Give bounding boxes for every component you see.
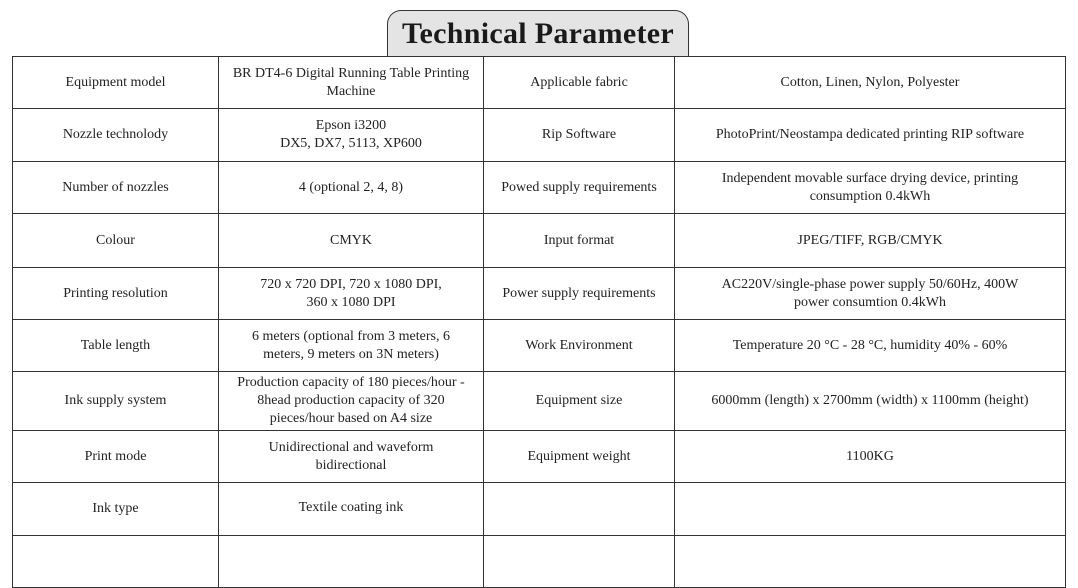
param-label: Rip Software [484,109,675,162]
page-title: Technical Parameter [387,10,689,56]
param-value: Independent movable surface drying device, printing consumption 0.4kWh [675,162,1066,214]
table-row [13,372,1066,431]
param-label: Power supply requirements [484,268,675,320]
table-row [13,536,1066,588]
empty-cell [484,536,675,588]
param-label: Input format [484,214,675,268]
param-value [675,483,1066,536]
param-label: Applicable fabric [484,57,675,109]
param-value: Temperature 20 °C - 28 °C, humidity 40% - 60% [675,320,1066,372]
param-label: Equipment model [13,57,219,109]
param-value: PhotoPrint/Neostampa dedicated printing RIP software [675,109,1066,162]
param-value: CMYK [219,214,484,268]
param-value: JPEG/TIFF, RGB/CMYK [675,214,1066,268]
param-value-line: 360 x 1080 DPI [306,294,396,310]
param-label: Nozzle technolody [13,109,219,162]
param-value: 1100KG [675,431,1066,483]
param-value: 4 (optional 2, 4, 8) [219,162,484,214]
param-label: Ink supply system [13,372,219,431]
param-value: BR DT4-6 Digital Running Table Printing Machine [219,57,484,109]
param-value: Production capacity of 180 pieces/hour - 8head production capacity of 320 pieces/hour based on A4 size [219,372,484,431]
param-label [484,483,675,536]
table-row [13,162,1066,214]
param-label: Table length [13,320,219,372]
param-label: Printing resolution [13,268,219,320]
param-label: Equipment size [484,372,675,431]
table-row [13,268,1066,320]
param-label: Colour [13,214,219,268]
table-row [13,57,1066,109]
empty-cell [13,536,219,588]
param-value: 6 meters (optional from 3 meters, 6 meters, 9 meters on 3N meters) [219,320,484,372]
param-value-line: Epson i3200 [315,118,387,133]
table-row [13,483,1066,536]
param-value [219,268,484,320]
table-row [13,109,1066,162]
param-value: 6000mm (length) x 2700mm (width) x 1100mm (height) [675,372,1066,431]
param-label: Equipment weight [484,431,675,483]
param-label: Powed supply requirements [484,162,675,214]
param-value [219,109,484,162]
param-value-line: DX5, DX7, 5113, XP600 [280,136,422,151]
param-label: Work Environment [484,320,675,372]
technical-parameter-table [12,56,1066,588]
param-value: Unidirectional and waveform bidirectional [219,431,484,483]
param-value-line: 720 x 720 DPI, 720 x 1080 DPI, [260,276,442,292]
param-value: Textile coating ink [219,483,484,536]
empty-cell [675,536,1066,588]
table-row [13,214,1066,268]
table-row [13,320,1066,372]
param-value: Cotton, Linen, Nylon, Polyester [675,57,1066,109]
param-value-line: AC220V/single-phase power supply 50/60Hz, 400W [721,276,1019,292]
param-label: Print mode [13,431,219,483]
param-value [675,268,1066,320]
param-value-line: power consumtion 0.4kWh [793,294,947,310]
table-row [13,431,1066,483]
empty-cell [219,536,484,588]
param-label: Ink type [13,483,219,536]
param-label: Number of nozzles [13,162,219,214]
